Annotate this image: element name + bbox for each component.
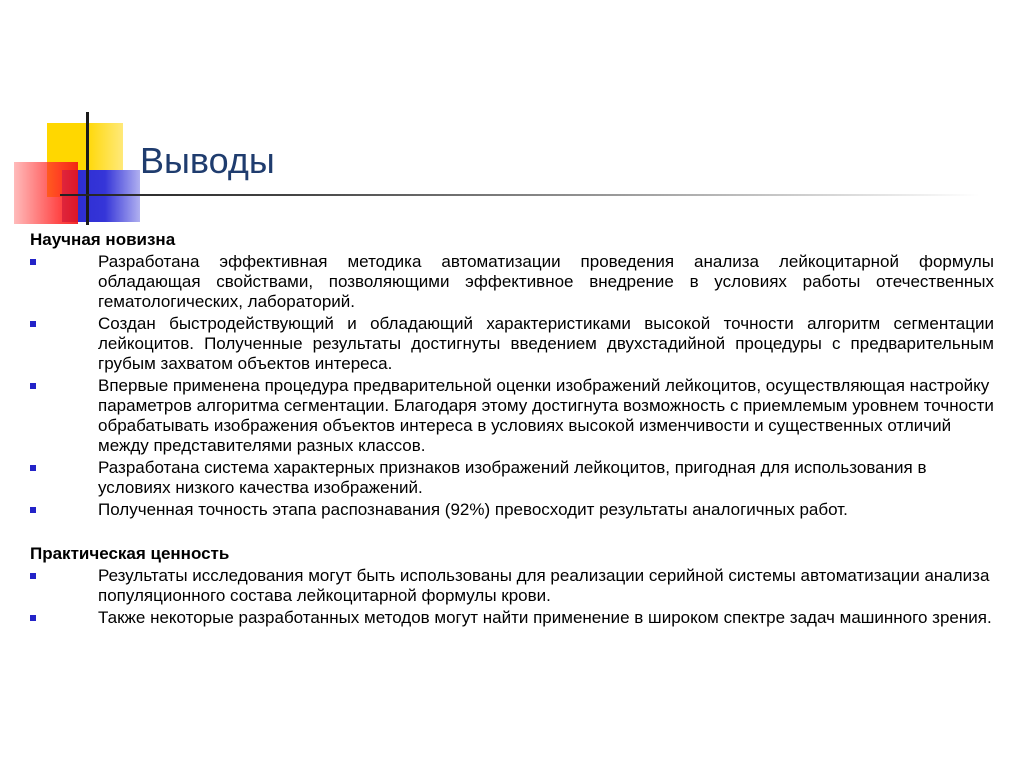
list-item: Создан быстродействующий и обладающий характеристиками высокой точности алгоритм сегментации лейкоцитов. Полученные результаты достигнуты введением двухстадийной процедуры с предварительным грубым захватом объектов интереса.	[30, 314, 994, 374]
square-bullet-icon	[30, 615, 36, 621]
decorative-squares-logo	[0, 0, 160, 240]
list-item: Разработана эффективная методика автоматизации проведения анализа лейкоцитарной формулы обладающая свойствами, позволяющими эффективное внедрение в условиях работы отечественных гематологических, лабораторий.	[30, 252, 994, 312]
list-item: Также некоторые разработанных методов могут найти применение в широком спектре задач машинного зрения.	[30, 608, 994, 628]
square-bullet-icon	[30, 507, 36, 513]
square-bullet-icon	[30, 321, 36, 327]
section-heading-novelty: Научная новизна	[30, 230, 176, 249]
red-square	[14, 162, 78, 224]
square-bullet-icon	[30, 259, 36, 265]
list-item: Впервые применена процедура предварительной оценки изображений лейкоцитов, осуществляющая настройку параметров алгоритма сегментации. Благодаря этому достигнута возможность с приемлемым уровнем точности обрабатывать изображения объектов интереса в условиях высокой изменчивости и существенных отличий между представителями разных классов.	[30, 376, 994, 456]
slide-title: Выводы	[140, 140, 275, 181]
list-item: Результаты исследования могут быть использованы для реализации серийной системы автоматизации анализа популяционного состава лейкоцитарной формулы крови.	[30, 566, 994, 606]
practical-list	[30, 566, 994, 628]
list-item: Разработана система характерных признаков изображений лейкоцитов, пригодная для использования в условиях низкого качества изображений.	[30, 458, 994, 498]
vertical-line	[86, 112, 89, 225]
title-underline	[60, 194, 980, 196]
novelty-list	[30, 252, 994, 520]
square-bullet-icon	[30, 383, 36, 389]
square-bullet-icon	[30, 573, 36, 579]
slide-content	[30, 228, 994, 630]
section-heading-practical: Практическая ценность	[30, 544, 230, 563]
list-item: Полученная точность этапа распознавания (92%) превосходит результаты аналогичных работ.	[30, 500, 994, 520]
square-bullet-icon	[30, 465, 36, 471]
